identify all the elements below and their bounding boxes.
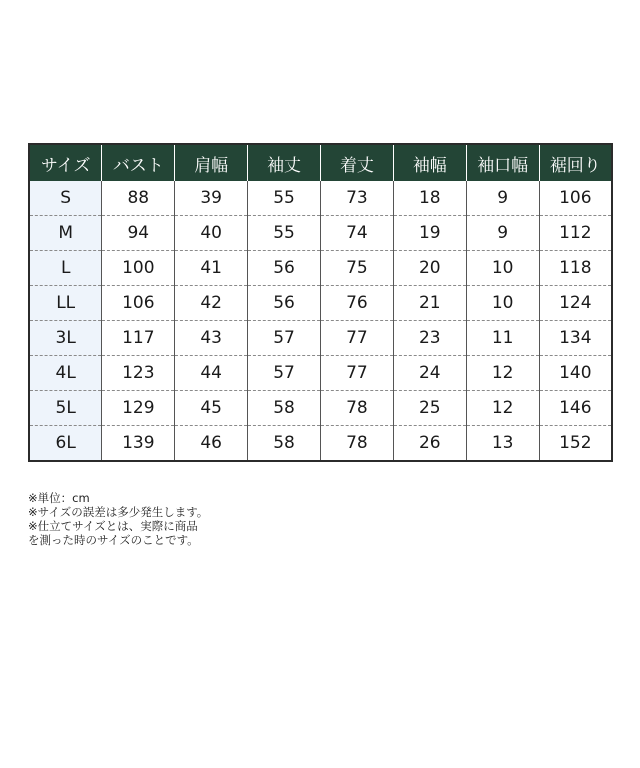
measurement-cell: 139 [102,426,175,462]
measurement-cell: 123 [102,356,175,391]
size-label-cell: 5L [29,391,102,426]
measurement-cell: 12 [466,391,539,426]
table-body [29,181,612,461]
header-sleeve-length: 袖丈 [248,144,321,181]
header-body-length: 着丈 [321,144,394,181]
measurement-cell: 78 [321,391,394,426]
measurement-cell: 94 [102,216,175,251]
measurement-cell: 106 [102,286,175,321]
measurement-cell: 78 [321,426,394,462]
size-label-cell: S [29,181,102,216]
measurement-cell: 134 [539,321,612,356]
measurement-cell: 10 [466,251,539,286]
note-unit: ※単位：cm [28,491,90,505]
measurement-cell: 55 [248,216,321,251]
measurement-cell: 56 [248,286,321,321]
measurement-cell: 12 [466,356,539,391]
note-finished-size-cont: を測った時のサイズのことです。 [28,533,199,547]
table-row [29,321,612,356]
measurement-cell: 26 [393,426,466,462]
measurement-cell: 55 [248,181,321,216]
measurement-cell: 20 [393,251,466,286]
measurement-cell: 13 [466,426,539,462]
measurement-cell: 58 [248,391,321,426]
measurement-cell: 88 [102,181,175,216]
measurement-cell: 25 [393,391,466,426]
table-row [29,286,612,321]
size-label-cell: LL [29,286,102,321]
measurement-cell: 40 [175,216,248,251]
header-hem-circumference: 裾回り [539,144,612,181]
measurement-cell: 77 [321,321,394,356]
measurement-cell: 9 [466,181,539,216]
measurement-cell: 19 [393,216,466,251]
notes-section [28,491,208,547]
measurement-cell: 46 [175,426,248,462]
size-label-cell: 4L [29,356,102,391]
measurement-cell: 24 [393,356,466,391]
table-row [29,216,612,251]
size-label-cell: L [29,251,102,286]
measurement-cell: 45 [175,391,248,426]
measurement-cell: 146 [539,391,612,426]
measurement-cell: 44 [175,356,248,391]
measurement-cell: 39 [175,181,248,216]
measurement-cell: 140 [539,356,612,391]
header-size: サイズ [29,144,102,181]
size-label-cell: M [29,216,102,251]
table-row [29,426,612,462]
measurement-cell: 58 [248,426,321,462]
measurement-cell: 106 [539,181,612,216]
measurement-cell: 112 [539,216,612,251]
note-finished-size: ※仕立てサイズとは、実際に商品 [28,519,198,533]
size-chart-table [28,143,613,462]
size-label-cell: 6L [29,426,102,462]
table-row [29,181,612,216]
measurement-cell: 76 [321,286,394,321]
measurement-cell: 124 [539,286,612,321]
table-header-row [29,144,612,181]
size-label-cell: 3L [29,321,102,356]
table-row [29,356,612,391]
header-shoulder-width: 肩幅 [175,144,248,181]
header-cuff-width: 袖口幅 [466,144,539,181]
measurement-cell: 118 [539,251,612,286]
measurement-cell: 23 [393,321,466,356]
measurement-cell: 9 [466,216,539,251]
header-sleeve-width: 袖幅 [393,144,466,181]
measurement-cell: 152 [539,426,612,462]
measurement-cell: 18 [393,181,466,216]
measurement-cell: 129 [102,391,175,426]
measurement-cell: 100 [102,251,175,286]
measurement-cell: 74 [321,216,394,251]
measurement-cell: 42 [175,286,248,321]
measurement-cell: 11 [466,321,539,356]
header-bust: バスト [102,144,175,181]
measurement-cell: 57 [248,321,321,356]
measurement-cell: 21 [393,286,466,321]
measurement-cell: 73 [321,181,394,216]
measurement-cell: 75 [321,251,394,286]
table-row [29,251,612,286]
measurement-cell: 41 [175,251,248,286]
measurement-cell: 57 [248,356,321,391]
measurement-cell: 77 [321,356,394,391]
measurement-cell: 117 [102,321,175,356]
measurement-cell: 56 [248,251,321,286]
table-row [29,391,612,426]
measurement-cell: 43 [175,321,248,356]
note-size-variance: ※サイズの誤差は多少発生します。 [28,505,209,519]
measurement-cell: 10 [466,286,539,321]
